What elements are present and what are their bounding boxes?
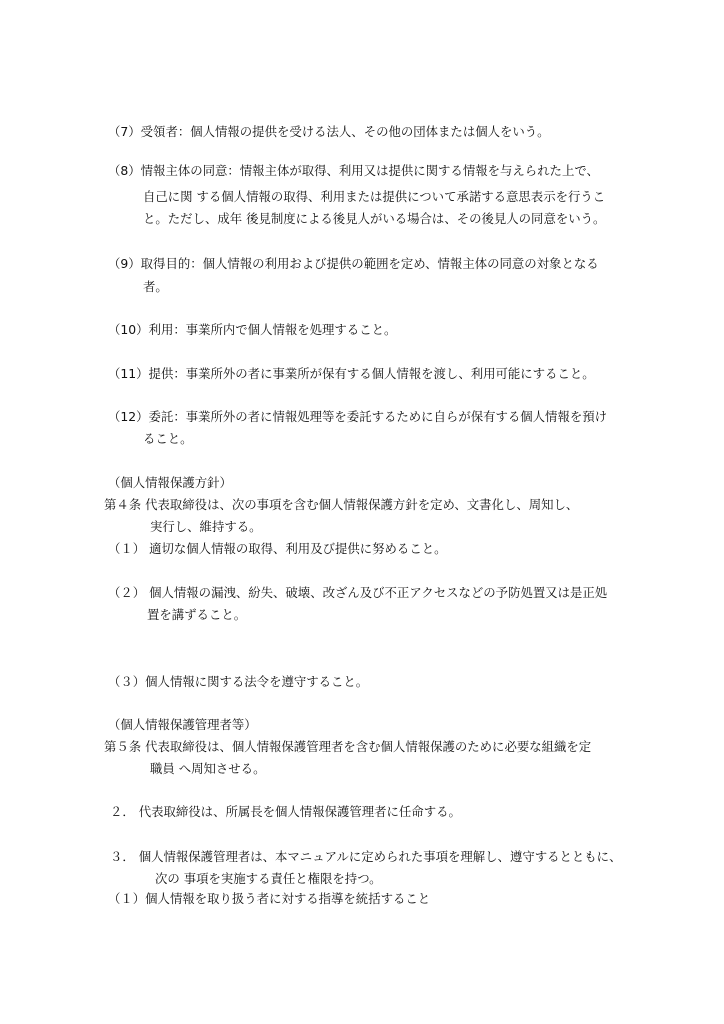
definition-7: （7）受領者：個人情報の提供を受ける法人、その他の団体または個人をいう。	[108, 124, 550, 139]
definition-9-cont: 者。	[143, 279, 168, 294]
definition-11: （11）提供：事業所外の者に事業所が保有する個人情報を渡し、利用可能にすること。	[108, 366, 595, 381]
definition-12-cont: ること。	[143, 431, 193, 446]
definition-8: （8）情報主体の同意：情報主体が取得、利用又は提供に関する情報を与えられた上で、	[108, 163, 599, 178]
policy-item-2: （２） 個人情報の漏洩、紛失、破壊、改ざん及び不正アクセスなどの予防処置又は是正処	[108, 585, 608, 600]
heading-privacy-policy: （個人情報保護方針）	[108, 475, 232, 490]
definition-12: （12）委託：事業所外の者に情報処理等を委託するために自らが保有する個人情報を預け	[108, 409, 608, 424]
article-5: 第５条 代表取締役は、個人情報保護管理者を含む個人情報保護のために必要な組織を定	[104, 739, 592, 754]
definition-9: （9）取得目的：個人情報の利用および提供の範囲を定め、情報主体の同意の対象となる	[108, 256, 599, 271]
article-4-cont: 実行し、維持する。	[150, 519, 262, 534]
definition-10: （10）利用：事業所内で個人情報を処理すること。	[108, 322, 397, 337]
article-5-cont: 職員 へ周知させる。	[150, 761, 266, 776]
article-5-clause-2: ２． 代表取締役は、所属長を個人情報保護管理者に任命する。	[110, 804, 461, 819]
heading-privacy-managers: （個人情報保護管理者等）	[108, 717, 257, 732]
article-5-clause-3-cont: 次の 事項を実施する責任と権限を持つ。	[155, 871, 382, 886]
definition-8-cont-1: 自己に関 する個人情報の取得、利用または提供について承諾する意思表示を行うこ	[143, 189, 606, 204]
policy-item-2-cont: 置を講ずること。	[147, 607, 247, 622]
policy-item-3: （３）個人情報に関する法令を遵守すること。	[108, 674, 369, 689]
definition-8-cont-2: と。ただし、成年 後見制度による後見人がいる場合は、その後見人の同意をいう。	[143, 211, 606, 226]
article-4: 第４条 代表取締役は、次の事項を含む個人情報保護方針を定め、文書化し、周知し、	[104, 497, 579, 512]
article-5-clause-3: ３． 個人情報保護管理者は、本マニュアルに定められた事項を理解し、遵守するとともに、	[110, 849, 622, 864]
manager-duty-1: （１）個人情報を取り扱う者に対する指導を統括すること	[108, 891, 431, 906]
policy-item-1: （１） 適切な個人情報の取得、利用及び提供に努めること。	[108, 541, 447, 556]
